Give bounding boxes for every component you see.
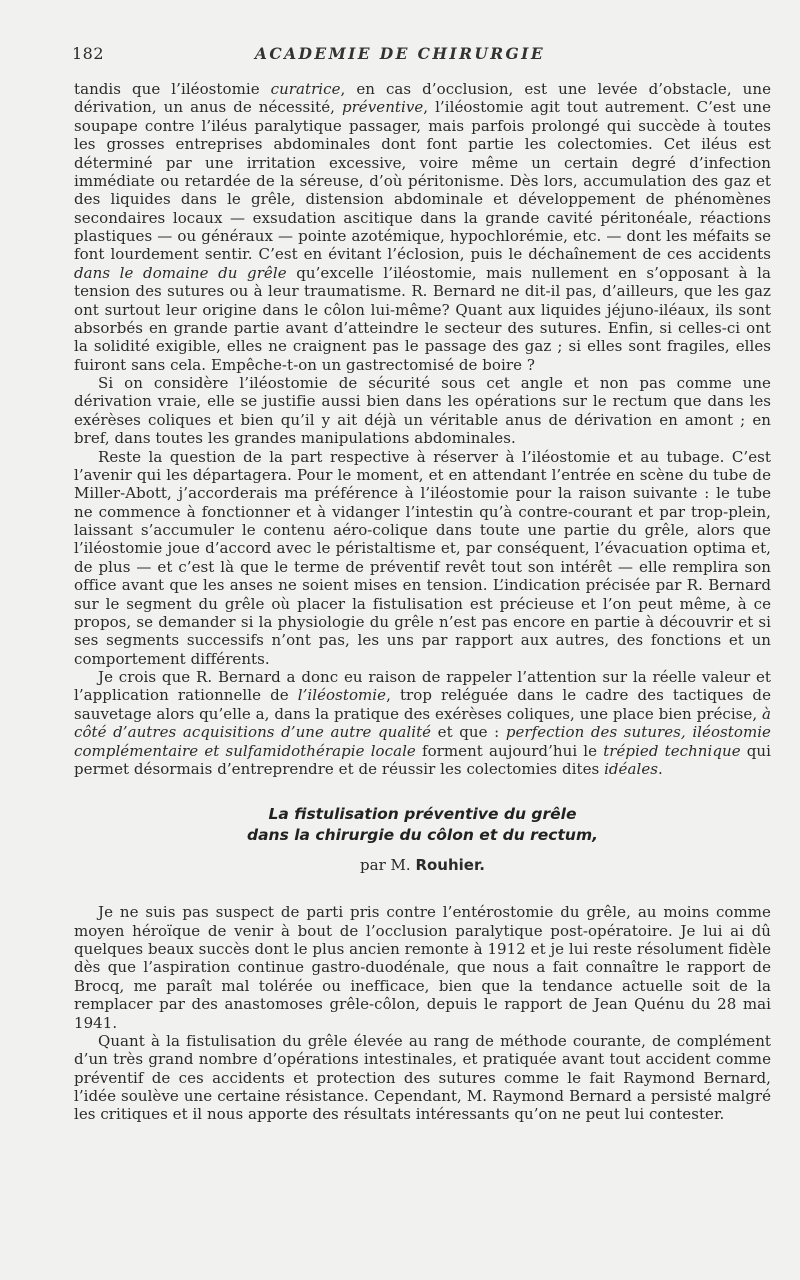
section-title-line: dans la chirurgie du côlon et du rectum, <box>247 826 598 845</box>
italic-text: préventive <box>341 98 424 117</box>
page-number: 182 <box>72 44 105 63</box>
italic-text: idéales <box>604 759 659 778</box>
italic-text: curatrice <box>270 80 341 98</box>
text-run: et que : <box>431 723 506 742</box>
italic-text: trépied technique <box>603 741 741 760</box>
paragraph <box>74 374 771 448</box>
text-run: . <box>658 759 663 778</box>
italic-text: l’iléostomie <box>297 686 387 705</box>
italic-text: à côté d’autres acquisitions d’une autre qualité <box>74 704 771 742</box>
paragraph <box>74 448 771 669</box>
text-run: qu’excelle l’iléostomie, mais nullement en s’opposant à la tension des sutures ou à leur traumatisme. R. Bernard ne dit-il pas, d’ailleurs, que les gaz ont surtout leur origine dans le côlon lui-même? Quant aux liquides jéjuno-iléaux, ils sont absorbés en grande partie avant d’atteindre le secteur des sutures. Enfin, si celles-ci ont la solidité exigible, elles ne craignent pas le passage des gaz ; si elles sont fragiles, elles fuiront sans cela. Empêche-t-on un gastrectomisé de boire ? <box>74 263 771 374</box>
text-run: Quant à la fistulisation du grêle élevée au rang de méthode courante, de complément d’un très grand nombre d’opérations intestinales, et pratiquée avant tout accident comme préventif de ces accidents et protection des sutures comme le fait Raymond Bernard, l’idée soulève une certaine résistance. Cependant, M. Raymond Bernard a persisté malgré les critiques et il nous apporte des résultats intéressants qu’on ne peut lui contester. <box>74 1031 771 1124</box>
article-body <box>74 80 771 1124</box>
text-run: Je ne suis pas suspect de parti pris contre l’entérostomie du grêle, au moins comme moyen héroïque de venir à bout de l’occlusion paralytique post-opératoire. Je lui ai dû quelques beaux succès dont le plus ancien remonte à 1912 et je lui reste résolument fidèle dès que l’aspiration continue gastro-duodénale, que nous a fait connaître le rapport de Brocq, me paraît mal tolérée ou inefficace, bien que la tendance actuelle soit de la remplacer par des anastomoses grêle-côlon, depuis le rapport de Jean Quénu du 28 mai 1941. <box>74 903 772 1032</box>
text-run: Reste la question de la part respective à réserver à l’iléostomie et au tubage. C’est l’avenir qui les départagera. Pour le moment, et en attendant l’entrée en scène du tube de Miller-Abott, j’accorderais ma préférence à l’iléostomie pour la raison suivante : le tube ne commence à fonctionner et à vidanger l’intestin qu’à contre-courant et par trop-plein, laissant s’accumuler le contenu aéro-colique dans toute une partie du grêle, alors que l’iléostomie joue d’accord avec le péristaltisme et, par conséquent, l’évacuation optima et, de plus — et c’est là que le terme de préventif revêt tout son intérêt — elle remplira son office avant que les anses ne soient mises en tension. L’indication précisée par R. Bernard sur le segment du grêle où placer la fistulisation est précieuse et l’on peut même, à ce propos, se demander si la physiologie du grêle n’est pas encore en partie à découvrir et si ses segments successifs n’ont pas, les uns par rapport aux autres, des fonctions et un comportement différents. <box>74 447 771 668</box>
text-run: forment aujourd’hui le <box>415 741 604 760</box>
journal-title: ACADEMIE DE CHIRURGIE <box>254 44 546 63</box>
author-prefix: par M. <box>360 856 411 875</box>
text-run: , en cas d’occlusion, est une levée d’obstacle, une dérivation, un anus de nécessité, <box>74 80 771 117</box>
text-run: qui permet désormais d’entreprendre et de réussir les colectomies dites <box>74 741 771 778</box>
text-run: tandis que l’iléostomie <box>74 80 271 98</box>
italic-text: perfection des sutures, iléostomie complémentaire et sulfamidothérapie locale <box>74 723 771 760</box>
text-run: Je crois que R. Bernard a donc eu raison de rappeler l’attention sur la réelle valeur et l’application rationnelle de <box>74 668 771 705</box>
author-name: Rouhier. <box>415 856 485 875</box>
author-line <box>74 855 771 875</box>
paragraph <box>74 903 771 1032</box>
paragraph <box>74 80 771 374</box>
paragraph <box>74 668 771 778</box>
text-run: , l’iléostomie agit tout autrement. C’est une soupape contre l’iléus paralytique passager, mais parfois prolongé qui succède à toutes les grosses entreprises abdominales dont font partie les colectomies. Cet iléus est déterminé par une irritation excessive, voire même un certain degré d’infection immédiate ou retardée de la séreuse, d’où péritonisme. Dès lors, accumulation des gaz et des liquides dans le grêle, distension abdominale et développement de phénomènes secondaires locaux — exsudation ascitique dans la grande cavité péritonéale, réactions plastiques — ou généraux — pointe azotémique, hypochlorémie, etc. — dont les méfaits se font lourdement sentir. C’est en évitant l’éclosion, puis le déchaînement de ces accidents <box>74 98 771 264</box>
section-title-line: La fistulisation préventive du grêle <box>268 805 577 824</box>
paragraph <box>74 1032 771 1124</box>
page-header <box>0 44 800 68</box>
italic-text: dans le domaine du grêle <box>74 263 287 282</box>
text-run: Si on considère l’iléostomie de sécurité sous cet angle et non pas comme une dérivation vraie, elle se justifie aussi bien dans les opérations sur le rectum que dans les exérèses coliques et bien qu’il y ait déjà un véritable anus de dérivation en amont ; en bref, dans toutes les grandes manipulations abdominales. <box>74 374 771 448</box>
section-title <box>74 804 771 846</box>
text-run: , trop reléguée dans le cadre des tactiques de sauvetage alors qu’elle a, dans la pratique des exérèses coliques, une place bien précise, <box>74 686 771 723</box>
